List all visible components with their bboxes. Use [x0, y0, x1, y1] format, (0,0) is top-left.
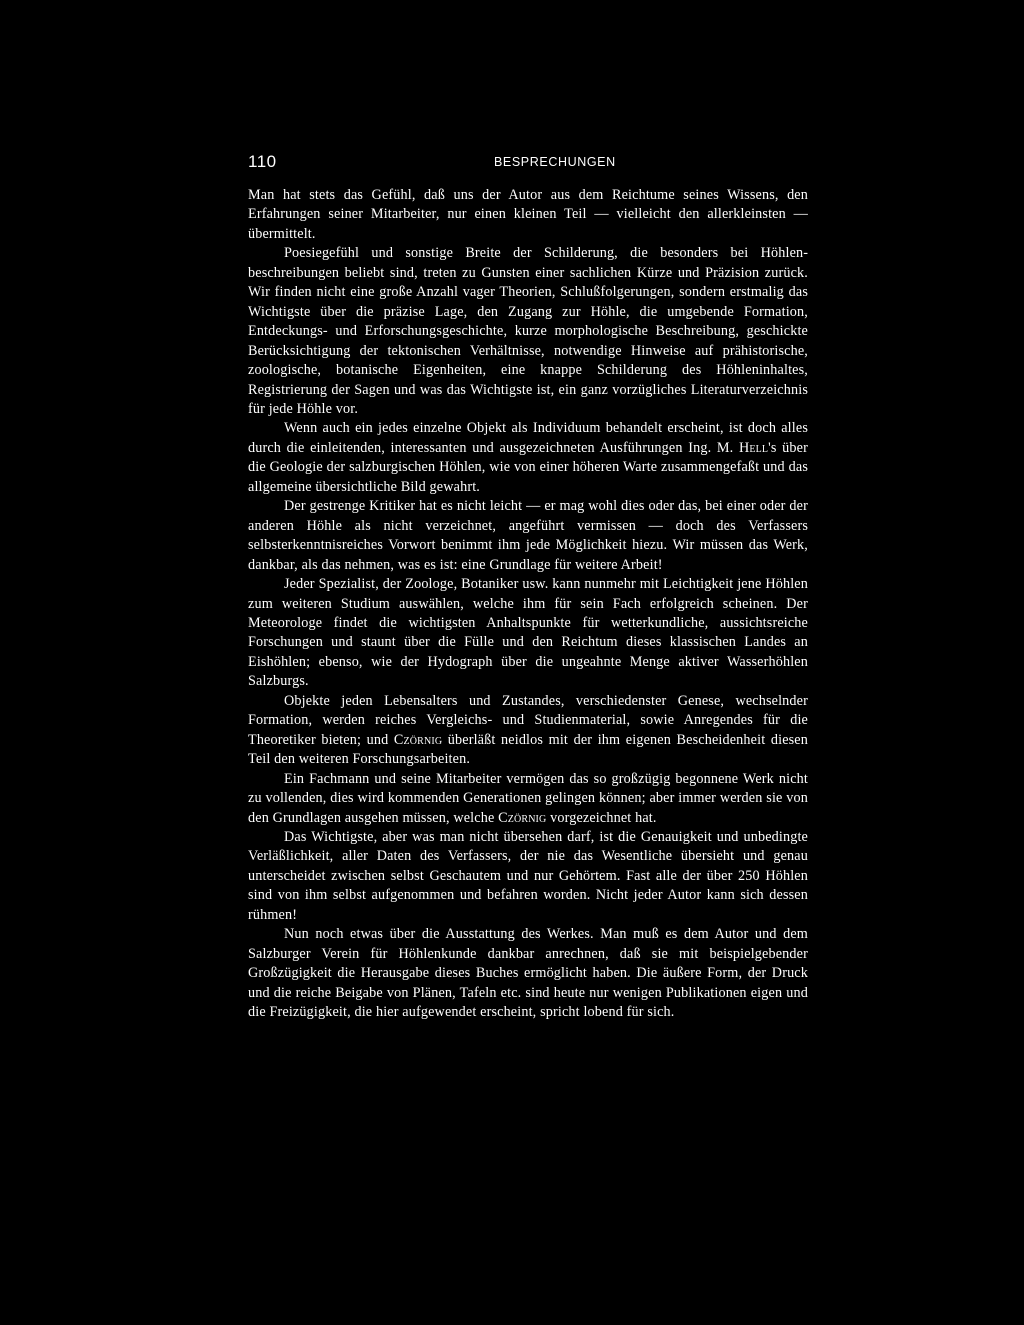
paragraph-1: Man hat stets das Gefühl, daß uns der Autor aus dem Reichtume seines Wissens, den Erfahrungen seiner Mitarbeiter, nur einen kleinen Teil — vielleicht den allerkleinsten — übermittelt.	[248, 187, 808, 242]
page-number: 110	[248, 152, 277, 171]
paragraph-4: Der gestrenge Kritiker hat es nicht leicht — er mag wohl dies oder das, bei einer oder der anderen Höhle als nicht verzeichnet, angeführt vermissen — doch des Verfassers selbsterkenntnisreiches Vorwort benimmt ihm jede Möglichkeit hiezu. Wir müssen das Werk, dankbar, als das nehmen, was es ist: eine Grundlage für weitere Arbeit!	[248, 498, 808, 573]
paragraph-2: Poesiegefühl und sonstige Breite der Schilderung, die besonders bei Höhlenbeschreibungen beliebt sind, treten zu Gunsten einer sachlichen Kürze und Präzision zurück. Wir finden nicht eine große Anzahl vager Theorien, Schlußfolgerungen, sondern erstmalig das Wichtigste über die präzise Lage, den Zugang zur Höhle, die umgebende Formation, Entdeckungs- und Erforschungsgeschichte, kurze morphologische Beschreibung, geschickte Berücksichtigung der tektonischen Verhältnisse, notwendige Hinweise auf prähistorische, zoologische, botanische Eigenheiten, eine knappe Schilderung des Höhleninhaltes, Registrierung der Sagen und was das Wichtigste ist, ein ganz vorzügliches Literaturverzeichnis für jede Höhle vor.	[248, 245, 808, 417]
paragraph-8: Das Wichtigste, aber was man nicht übersehen darf, ist die Genauigkeit und unbedingte Verläßlichkeit, aller Daten des Verfassers, der nie das Wesentliche übersieht und genau unterscheidet zwischen selbst Geschautem und nur Gehörtem. Fast alle der über 250 Höhlen sind von ihm selbst aufgenommen und befahren worden. Nicht jeder Autor kann sich dessen rühmen!	[248, 828, 808, 923]
paragraph-3	[248, 419, 808, 497]
paragraph-5: Jeder Spezialist, der Zoologe, Botaniker usw. kann nunmehr mit Leichtigkeit jene Höhlen zum weiteren Studium auswählen, welche ihm für sein Fach erfolgreich scheinen. Der Meteorologe findet die wichtigsten Anhaltspunkte für wetterkundliche, aussichtsreiche Forschungen und staunt über die Fülle und den Reichtum dieses klassischen Landes an Eishöhlen; ebenso, wie der Hydograph über die ungeahnte Menge aktiver Wasserhöhlen Salzburgs.	[248, 576, 808, 690]
paragraph-6-text-after: überläßt neidlos mit der ihm eigenen Bescheidenheit diesen Teil den weiteren Forschungsarbeiten.	[248, 731, 808, 768]
paragraph-7	[248, 770, 808, 828]
paragraph-6	[248, 692, 808, 770]
paragraph-3-text-after: 's über die Geologie der salzburgischen Höhlen, wie von einer höheren Warte zusammengefaßt und das allgemeine übersichtliche Bild gewahrt.	[248, 439, 808, 495]
paragraph-7-text-after: vorgezeichnet hat.	[546, 809, 657, 826]
page-header	[248, 152, 808, 176]
author-name-czoernig: Czörnig	[393, 731, 443, 748]
author-name-czoernig: Czörnig	[498, 809, 547, 826]
review-body-text	[248, 186, 808, 1022]
author-name-hell: Hell	[739, 439, 769, 456]
paragraph-3-text-before: Wenn auch ein jedes einzelne Objekt als Individuum behandelt erscheint, ist doch alles durch die einleitenden, interessanten und ausgezeichneten Ausführungen Ing. M.	[248, 420, 808, 456]
paragraph-9: Nun noch etwas über die Ausstattung des Werkes. Man muß es dem Autor und dem Salzburger Verein für Höhlenkunde dankbar anrechnen, daß sie mit beispielgebender Großzügigkeit die Herausgabe dieses Buches ermöglicht haben. Die äußere Form, der Druck und die reiche Beigabe von Plänen, Tafeln etc. sind heute nur wenigen Publikationen eigen und die Freizügigkeit, die hier aufgewendet erscheint, spricht lobend für sich.	[248, 926, 808, 1021]
running-head: BESPRECHUNGEN	[494, 155, 616, 169]
paragraph-6-text-before: Objekte jeden Lebensalters und Zustandes, verschiedenster Genese, wechselnder Formation, werden reiches Vergleichs- und Studienmaterial, sowie Anregendes für die Theoretiker bieten; und	[248, 692, 808, 748]
paragraph-7-text-before: Ein Fachmann und seine Mitarbeiter vermögen das so großzügig begonnene Werk nicht zu vollenden, dies wird kommenden Generationen gelingen können; aber immer werden sie von den Grundlagen ausgehen müssen, welche	[248, 770, 808, 826]
